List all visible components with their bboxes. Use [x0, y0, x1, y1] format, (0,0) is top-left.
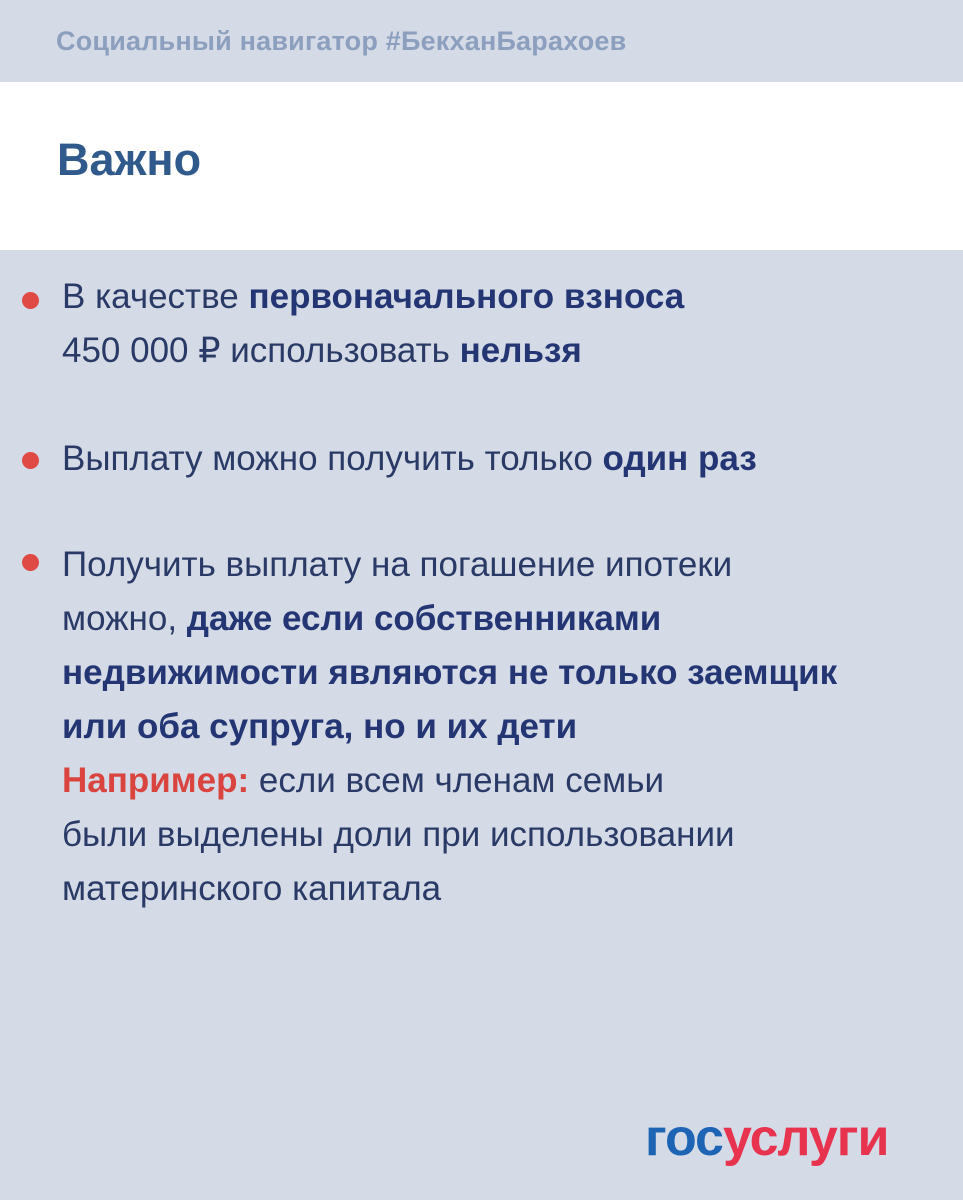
- bullet-dot: [22, 292, 39, 309]
- bullet-line: [62, 432, 962, 486]
- example-text: были выделены доли при использовании: [62, 815, 735, 854]
- logo-part-uslugi: услуги: [722, 1109, 889, 1167]
- logo-part-gos: гос: [645, 1109, 723, 1167]
- bullet-text-bold: нельзя: [459, 331, 582, 370]
- bullet-text: [62, 432, 962, 486]
- example-text: если всем членам семьи: [249, 761, 665, 800]
- bullet-text-bold: один раз: [602, 439, 757, 478]
- bullet-text-regular: В качестве: [62, 277, 249, 316]
- bullet-text: [62, 270, 962, 378]
- example-label: Например:: [62, 761, 250, 800]
- example-text: материнского капитала: [62, 869, 442, 908]
- bullet-text-regular: Получить выплату на погашение ипотеки: [62, 545, 733, 584]
- example-line: [62, 754, 962, 808]
- header-bar: [0, 0, 963, 82]
- bullet-dot: [22, 554, 39, 571]
- bullet-line: [62, 700, 962, 754]
- bullet-text-regular: 450 000 ₽ использовать: [62, 331, 460, 370]
- bullet-line: [62, 324, 962, 378]
- page-title: Важно: [57, 134, 202, 185]
- bullet-text-regular: Выплату можно получить только: [62, 439, 603, 478]
- bullet-line: [62, 270, 962, 324]
- title-band: [0, 82, 963, 250]
- bullet-text-bold: первоначального взноса: [248, 277, 685, 316]
- example-line: [62, 808, 962, 862]
- bullet-text-bold: или оба супруга, но и их дети: [62, 707, 578, 746]
- bullet-dot: [22, 452, 39, 469]
- bullet-line: [62, 592, 962, 646]
- gosuslugi-logo: [645, 1108, 888, 1168]
- bullet-line: [62, 538, 962, 592]
- bullet-text: [62, 538, 962, 916]
- bullet-text-regular: можно,: [62, 599, 187, 638]
- bullet-line: [62, 646, 962, 700]
- header-hashtag: Социальный навигатор #БекханБарахоев: [56, 26, 627, 56]
- bullet-text-bold: даже если собственниками: [186, 599, 662, 638]
- bullet-text-bold: недвижимости являются не только заемщик: [62, 653, 838, 692]
- example-line: [62, 862, 962, 916]
